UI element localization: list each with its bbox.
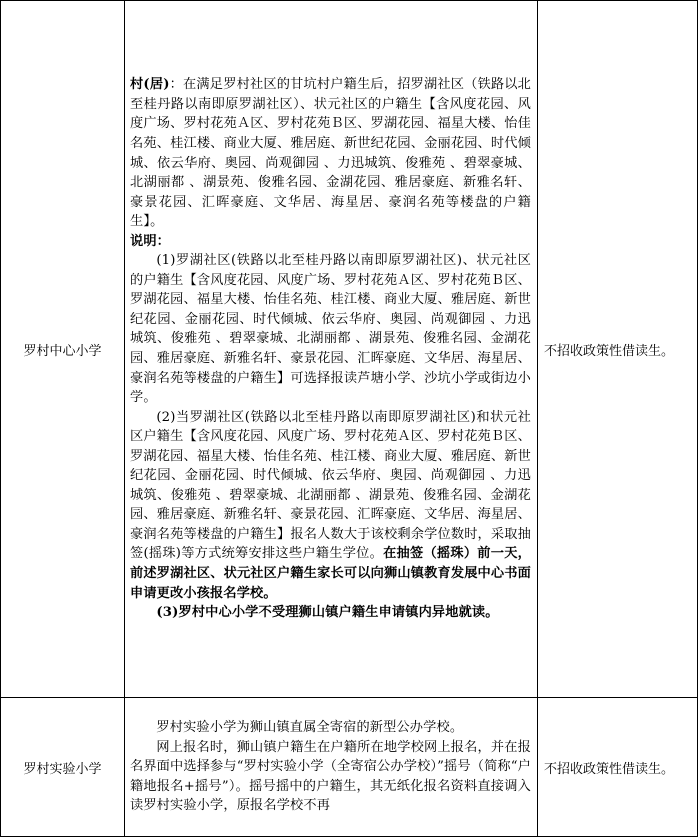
body-text: (2)当罗湖社区(铁路以北至桂丹路以南即原罗湖社区)和状元社区户籍生【含风度花园、风度广场、罗村花苑Ａ区、罗村花苑Ｂ区、罗湖花园、福星大楼、怡佳名苑、桂江楼、商业大厦、雅居庭、新世纪花园、金丽花园、时代倾城、依云华府、奥园、尚观御园 、力迅城筑、俊雅苑 、碧翠豪城、北湖丽都 、湖景苑、俊雅名园、金湖花园、雅居豪庭、新雅名轩、豪景花园、汇晖豪庭、文华居、海星居、豪润名苑等楼盘的户籍生】报名人数大于该校剩余学位数时，采取抽签(摇珠)等方式统筹安排这些户籍生学位。 xyxy=(130,409,531,562)
bold-text: (3)罗村中心小学不受理狮山镇户籍生申请镇内异地就读。 xyxy=(156,605,499,621)
detail-paragraph xyxy=(130,75,531,231)
body-text: (1)罗湖社区(铁路以北至桂丹路以南即原罗湖社区)、状元社区的户籍生【含风度花园、风度广场、罗村花苑Ａ区、罗村花苑Ｂ区、罗湖花园、福星大楼、怡佳名苑、桂江楼、商业大厦、雅居庭、新世纪花园、金丽花园、时代倾城、依云华府、奥园、尚观御园 、力迅城筑、俊雅苑 、碧翠豪城、北湖丽都 、湖景苑、俊雅名园、金湖花园、雅居豪庭、新雅名轩、豪景花园、汇晖豪庭、文华居、海星居、豪润名苑等楼盘的户籍生】可选择报读芦塘小学、沙坑小学或街边小学。 xyxy=(130,253,531,406)
admission-detail-cell xyxy=(125,698,538,837)
policy-cell: 不招收政策性借读生。 xyxy=(538,698,698,837)
bold-text: 村(居) xyxy=(130,77,170,93)
admission-detail-cell xyxy=(125,1,538,698)
detail-paragraph xyxy=(130,232,531,252)
detail-paragraph xyxy=(130,408,531,603)
detail-paragraph xyxy=(130,603,531,623)
body-text: ：在满足罗村社区的甘坑村户籍生后，招罗湖社区（铁路以北至桂丹路以南即原罗湖社区）、状元社区的户籍生【含风度花园、风度广场、罗村花苑Ａ区、罗村花苑Ｂ区、罗湖花园、福星大楼、怡佳名苑、桂江楼、商业大厦、雅居庭、新世纪花园、金丽花园、时代倾城、依云华府、奥园、尚观御园 、力迅城筑、俊雅苑 、碧翠豪城、北湖丽都 、湖景苑、俊雅名园、金湖花园、雅居豪庭、新雅名轩、豪景花园、汇晖豪庭、文华居、海星居、豪润名苑等楼盘的户籍生】。 xyxy=(130,77,531,230)
body-text: 网上报名时，狮山镇户籍生在户籍所在地学校网上报名，并在报名界面中选择参与“罗村实验小学（全寄宿公办学校）”摇号（简称“户籍地报名+摇号”）。摇号摇中的户籍生，其无纸化报名资料直接调入读罗村实验小学，原报名学校不再 xyxy=(130,739,531,814)
body-text: 罗村实验小学为狮山镇直属全寄宿的新型公办学校。 xyxy=(156,720,464,736)
school-name-cell: 罗村实验小学 xyxy=(1,698,125,837)
school-name-cell: 罗村中心小学 xyxy=(1,1,125,698)
bold-text: 在抽签（摇珠）前一天，前述罗湖社区、状元社区户籍生家长可以向狮山镇教育发展中心书面申请更改小孩报名学校。 xyxy=(130,546,531,601)
detail-paragraph xyxy=(130,718,531,738)
policy-cell: 不招收政策性借读生。 xyxy=(538,1,698,698)
table-row xyxy=(1,1,698,698)
detail-paragraph xyxy=(130,251,531,407)
bold-text: 说明： xyxy=(130,233,171,249)
table-row xyxy=(1,698,698,837)
detail-paragraph xyxy=(130,738,531,816)
